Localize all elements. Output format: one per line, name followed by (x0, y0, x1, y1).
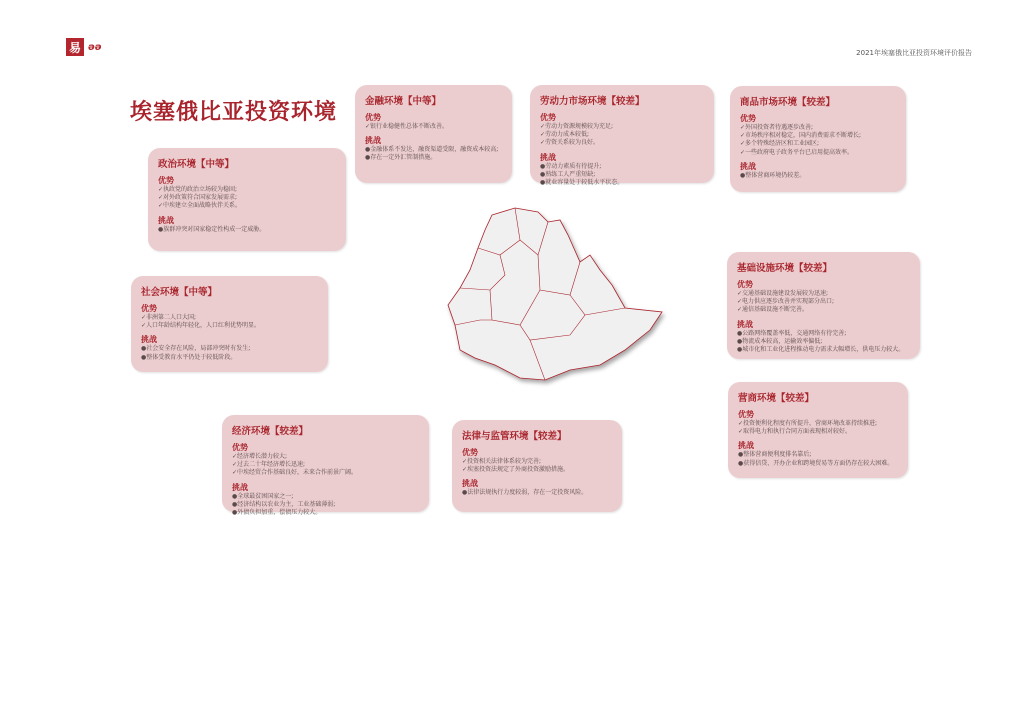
list-item: ✓过去二十年经济增长迅速; (232, 461, 306, 469)
list-item: ●全球最贫困国家之一; (232, 492, 294, 500)
list-item: ✓人口年龄结构年轻化，人口红利优势明显。 (141, 322, 261, 330)
challenges-heading: 挑战 (540, 152, 556, 162)
card-title: 营商环境【较差】 (738, 393, 815, 404)
list-item: ●社会安全存在风险，局部冲突时有发生; (141, 345, 251, 353)
report-header-title: 2021年埃塞俄比亚投资环境评价报告 (856, 49, 972, 57)
list-item: ✓非洲第二人口大国; (141, 314, 197, 321)
challenges-heading: 挑战 (737, 319, 753, 329)
card-title: 社会环境【中等】 (141, 287, 218, 298)
card-social-environment (131, 276, 328, 372)
card-commodity-market-environment (730, 86, 906, 192)
card-title: 经济环境【较差】 (232, 426, 309, 437)
list-item: ●金融体系不发达，融资渠道受限，融资成本较高; (365, 146, 499, 154)
logo-subtext: ǝǝ (88, 41, 102, 53)
list-item: ✓取得电力和执行合同方面表现相对较好。 (738, 428, 852, 436)
challenges-heading: 挑战 (141, 335, 157, 345)
ethiopia-map (420, 200, 680, 410)
list-item: ✓劳动力成本较低; (540, 131, 590, 139)
card-financial-environment (355, 85, 512, 183)
advantages-heading: 优势 (158, 176, 174, 185)
advantages-heading: 优势 (737, 280, 753, 289)
advantages-heading: 优势 (232, 443, 248, 452)
list-item: ✓投资相关法律体系较为完善; (462, 458, 542, 465)
advantages-heading: 优势 (365, 113, 381, 122)
challenges-heading: 挑战 (232, 482, 248, 492)
list-item: ✓交通基础设施建设发展较为迅速; (737, 290, 829, 297)
list-item: ●法律法规执行力度较弱，存在一定投资风险。 (462, 489, 588, 497)
list-item: ✓对外政策符合国家发展需求; (158, 194, 238, 202)
list-item: ●就业容量处于较低水平状态。 (540, 179, 624, 187)
challenges-heading: 挑战 (158, 215, 174, 225)
list-item: ✓执政党的政治立场较为稳固; (158, 186, 238, 193)
list-item: ●外债负担加重，偿债压力较大。 (232, 509, 322, 517)
list-item: ●整体营商环境仍较差。 (740, 171, 806, 179)
advantages-heading: 优势 (740, 114, 756, 123)
map-outline (448, 208, 662, 380)
list-item: ✓劳动力资源规模较为充足; (540, 123, 614, 130)
list-item: ●劳动力素质有待提升; (540, 162, 602, 170)
list-item: ●公路网络覆盖率低，交通网络有待完善; (737, 329, 847, 337)
list-item: ✓埃塞投资法规定了外商投资激励措施。 (462, 466, 570, 474)
card-legal-regulatory-environment (452, 420, 622, 512)
advantages-heading: 优势 (738, 410, 754, 419)
advantages-heading: 优势 (540, 113, 556, 122)
logo-mark: 易 (66, 38, 84, 56)
card-economic-environment (222, 415, 429, 517)
list-item: ●物流成本较高，运输效率偏低; (737, 337, 823, 345)
card-title: 金融环境【中等】 (365, 96, 442, 107)
list-item: ●族群冲突对国家稳定性构成一定威胁。 (158, 225, 266, 233)
list-item: ●获得信贷、开办企业和跨境贸易等方面仍存在较大困难。 (738, 459, 894, 467)
list-item: ✓中埃建立全面战略伙伴关系。 (158, 202, 242, 210)
list-item: ✓银行业稳健性总体不断改善。 (365, 123, 449, 130)
card-title: 商品市场环境【较差】 (740, 97, 836, 108)
challenges-heading: 挑战 (462, 479, 478, 489)
list-item: ✓经济增长潜力较大; (232, 453, 288, 460)
list-item: ●存在一定外汇管制措施。 (365, 154, 437, 162)
advantages-heading: 优势 (462, 448, 478, 457)
list-item: ●经济结构以农业为主，工业基础薄弱; (232, 500, 336, 508)
list-item: ✓多个特殊经济区和工业园区; (740, 140, 820, 148)
list-item: ●城市化和工业化进程推动电力需求大幅增长，供电压力较大。 (737, 346, 905, 354)
list-item: ●整体受教育水平仍处于较低阶段。 (141, 353, 237, 361)
list-item: ✓市场秩序相对稳定，国内消费需求不断增长; (740, 132, 862, 140)
list-item: ✓投资便利化程度有所提升，营商环境改革持续推进; (738, 420, 878, 427)
challenges-heading: 挑战 (740, 161, 756, 171)
card-labor-market-environment (530, 85, 714, 187)
challenges-heading: 挑战 (365, 136, 381, 146)
list-item: ✓一些政府电子政务平台已启用提高效率。 (740, 148, 854, 156)
list-item: ✓中埃经贸合作基础良好，未来合作前景广阔。 (232, 469, 358, 477)
list-item: ●整体营商便利度排名靠后; (738, 451, 812, 459)
list-item: ✓外国投资者待遇逐步改善; (740, 124, 814, 131)
card-infrastructure-environment (727, 252, 920, 359)
card-title: 劳动力市场环境【较差】 (540, 96, 645, 107)
list-item: ●熟练工人严重短缺; (540, 170, 596, 178)
list-item: ✓通信基础设施不断完善。 (737, 306, 809, 314)
page-title: 埃塞俄比亚投资环境 (130, 99, 338, 125)
challenges-heading: 挑战 (738, 441, 754, 451)
card-title: 法律与监管环境【较差】 (462, 431, 567, 442)
list-item: ✓劳资关系较为良好。 (540, 139, 600, 147)
card-business-environment (728, 382, 908, 478)
list-item: ✓电力供应逐步改善并实现部分出口; (737, 298, 835, 306)
card-title: 政治环境【中等】 (158, 159, 235, 170)
card-title: 基础设施环境【较差】 (737, 263, 833, 274)
card-political-environment (148, 148, 346, 251)
advantages-heading: 优势 (141, 304, 157, 313)
company-logo (66, 38, 102, 56)
